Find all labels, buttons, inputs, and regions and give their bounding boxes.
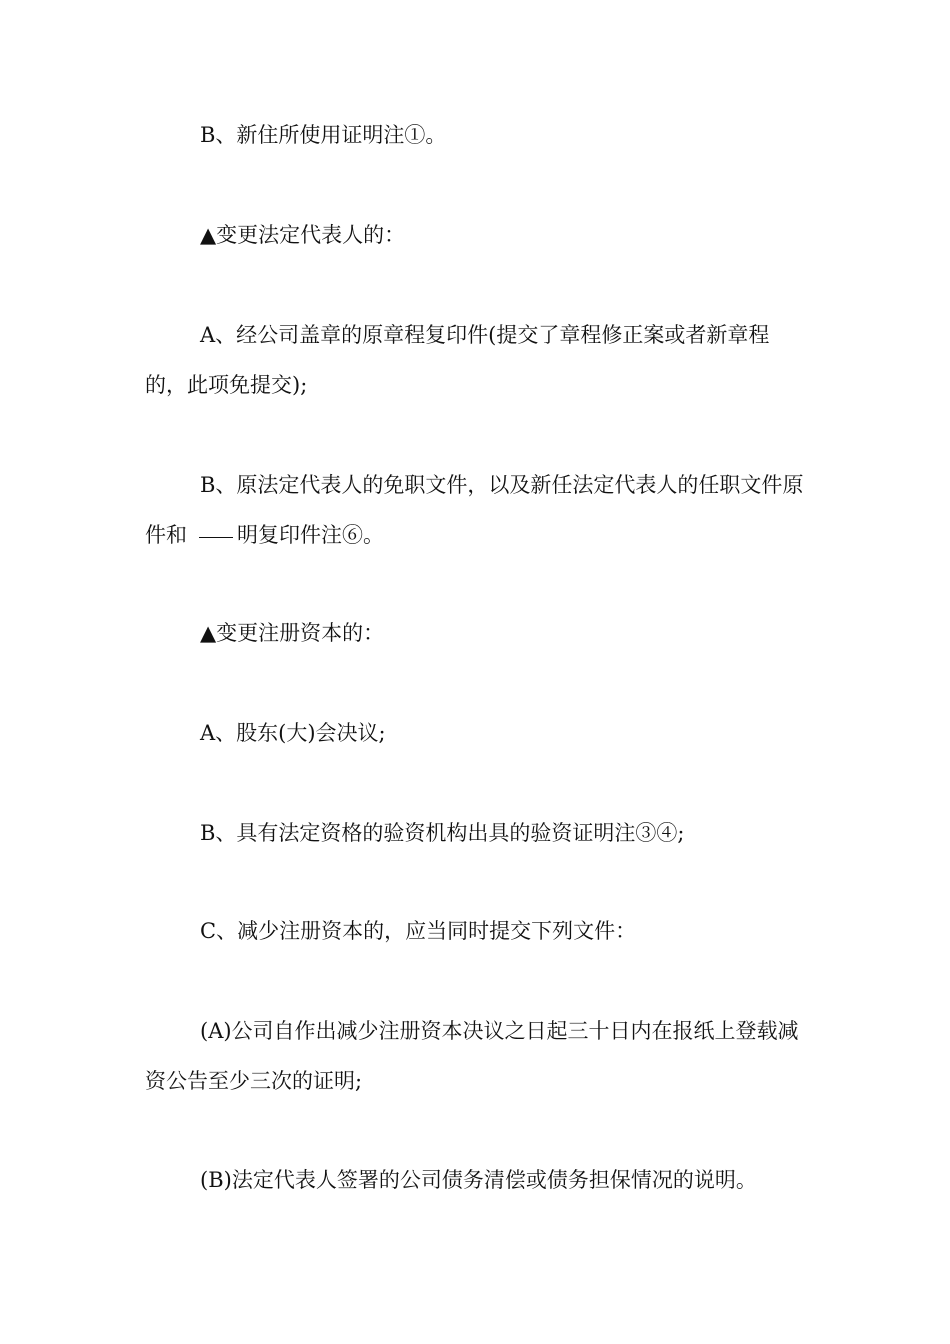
text-line: 明复印件注⑥。 xyxy=(237,523,384,547)
text-line: B、新住所使用证明注①。 xyxy=(200,123,447,147)
heading-change-legal-representative xyxy=(145,210,810,260)
paragraph-capital-reduction xyxy=(145,906,810,956)
text-line: B、具有法定资格的验资机构出具的验资证明注③④; xyxy=(200,821,685,845)
text-line: A、股东(大)会决议; xyxy=(200,721,386,745)
text-line: 原件和 xyxy=(145,473,804,547)
text-line: ▲变更法定代表人的： xyxy=(200,223,406,247)
text-line: B、原法定代表人的免职文件，以及新任法定代表人的任职文件 xyxy=(200,473,783,497)
paragraph-appointment-documents xyxy=(145,460,810,560)
text-line: (B)法定代表人签署的公司债务清偿或债务担保情况的说明。 xyxy=(200,1168,757,1192)
text-line: C、减少注册资本的，应当同时提交下列文件： xyxy=(200,919,637,943)
text-line: A、经公司盖章的原章程复印件(提交了章程修正案或者新章程 xyxy=(200,323,770,347)
paragraph-reduction-announcement xyxy=(145,1006,810,1106)
heading-change-registered-capital xyxy=(145,608,810,658)
text-line: 的，此项免提交); xyxy=(145,373,308,397)
paragraph-articles-copy xyxy=(145,310,810,410)
text-line: 载减资公告至少三次的证明; xyxy=(145,1019,799,1093)
blank-underline xyxy=(199,536,233,538)
paragraph-capital-verification xyxy=(145,808,810,858)
text-line: ▲变更注册资本的： xyxy=(200,621,385,645)
paragraph-debt-statement xyxy=(145,1155,810,1205)
paragraph-shareholder-resolution xyxy=(145,708,810,758)
paragraph-new-address-proof xyxy=(145,110,810,160)
text-line: (A)公司自作出减少注册资本决议之日起三十日内在报纸上登 xyxy=(200,1019,757,1043)
